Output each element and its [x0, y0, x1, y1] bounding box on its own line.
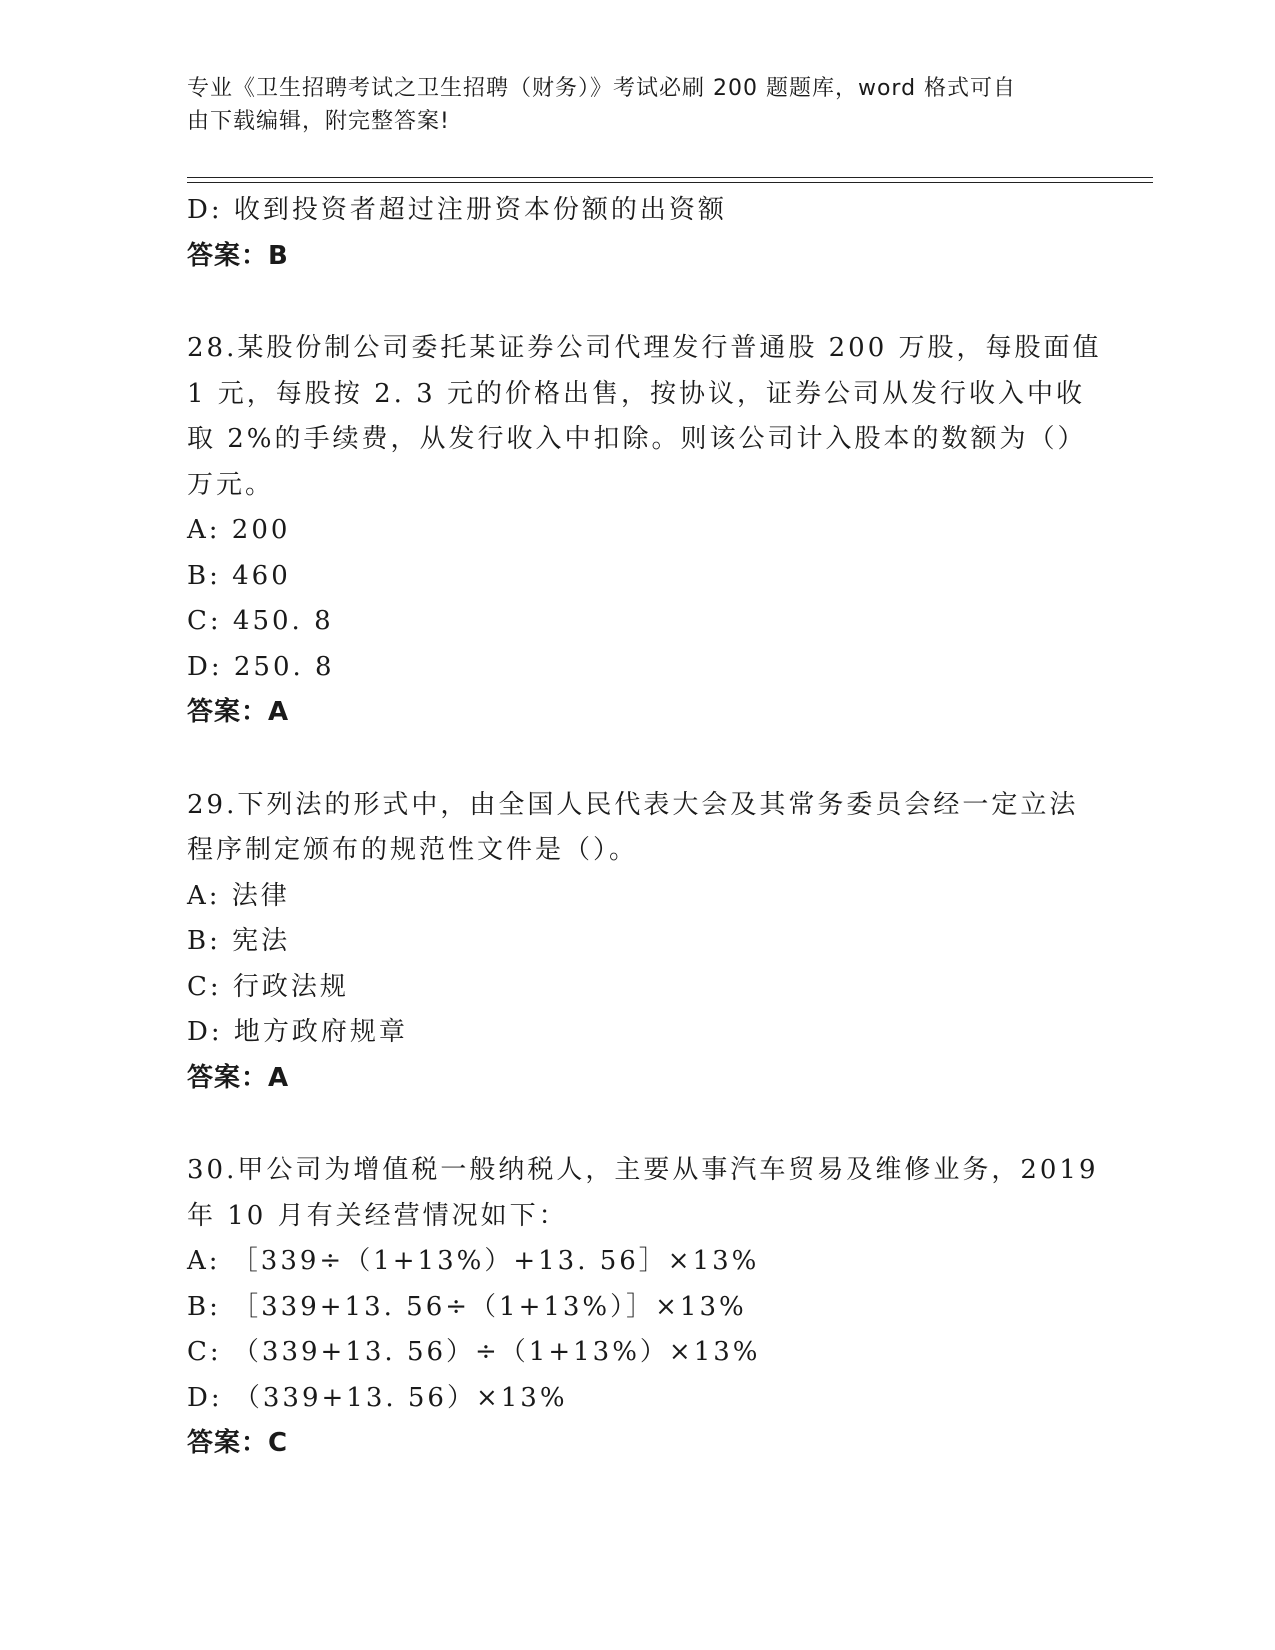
question-text-line: 取 2%的手续费，从发行收入中扣除。则该公司计入股本的数额为（） [187, 424, 1087, 454]
option-d: D: 250. 8 [187, 651, 335, 682]
option-c: C: 行政法规 [187, 971, 349, 1002]
question-text-line: 29.下列法的形式中，由全国人民代表大会及其常务委员会经一定立法 [187, 789, 1079, 820]
option-b: B: ［339+13. 56÷（1+13%）］×13% [187, 1291, 747, 1322]
answer-line: 答案：C [187, 1428, 289, 1458]
option-b: B: 460 [187, 560, 291, 591]
header-line-2: 由下载编辑，附完整答案! [187, 109, 450, 134]
answer-line: 答案：A [187, 1062, 290, 1093]
question-text-line: 1 元，每股按 2. 3 元的价格出售，按协议，证券公司从发行收入中收 [187, 378, 1085, 409]
option-a: A: 法律 [187, 880, 290, 911]
option-c: C: 450. 8 [187, 606, 334, 636]
question-30 [187, 1148, 1099, 1467]
header-line-1: 专业《卫生招聘考试之卫生招聘（财务）》考试必刷 200 题题库，word 格式可自 [187, 76, 1017, 101]
question-gap [187, 1101, 1087, 1148]
answer-line: 答案：B [187, 240, 289, 271]
document-body [187, 188, 1102, 1467]
option-d: D: （339+13. 56）×13% [187, 1382, 568, 1413]
option-a: A: 200 [187, 515, 291, 545]
question-text-line: 年 10 月有关经营情况如下： [187, 1200, 568, 1231]
question-text-line: 万元。 [187, 469, 275, 500]
question-28 [187, 326, 1102, 736]
question-27-tail [187, 188, 1087, 279]
option-d: D: 地方政府规章 [187, 1017, 408, 1047]
question-gap [187, 736, 1087, 783]
question-text-line: 程序制定颁布的规范性文件是（）。 [187, 835, 639, 865]
option-c: C: （339+13. 56）÷（1+13%）×13% [187, 1337, 761, 1367]
option-d: D: 收到投资者超过注册资本份额的出资额 [187, 195, 727, 225]
question-text-line: 28.某股份制公司委托某证券公司代理发行普通股 200 万股，每股面值 [187, 333, 1102, 363]
option-a: A: ［339÷（1+13%）+13. 56］×13% [187, 1246, 760, 1276]
question-29 [187, 783, 1087, 1102]
header-divider-top [187, 177, 1153, 178]
question-text-line: 30.甲公司为增值税一般纳税人，主要从事汽车贸易及维修业务，2019 [187, 1155, 1099, 1185]
document-header [187, 72, 1067, 138]
header-divider-bottom [187, 182, 1153, 183]
option-b: B: 宪法 [187, 926, 291, 956]
question-gap [187, 279, 1087, 326]
answer-line: 答案：A [187, 697, 290, 727]
